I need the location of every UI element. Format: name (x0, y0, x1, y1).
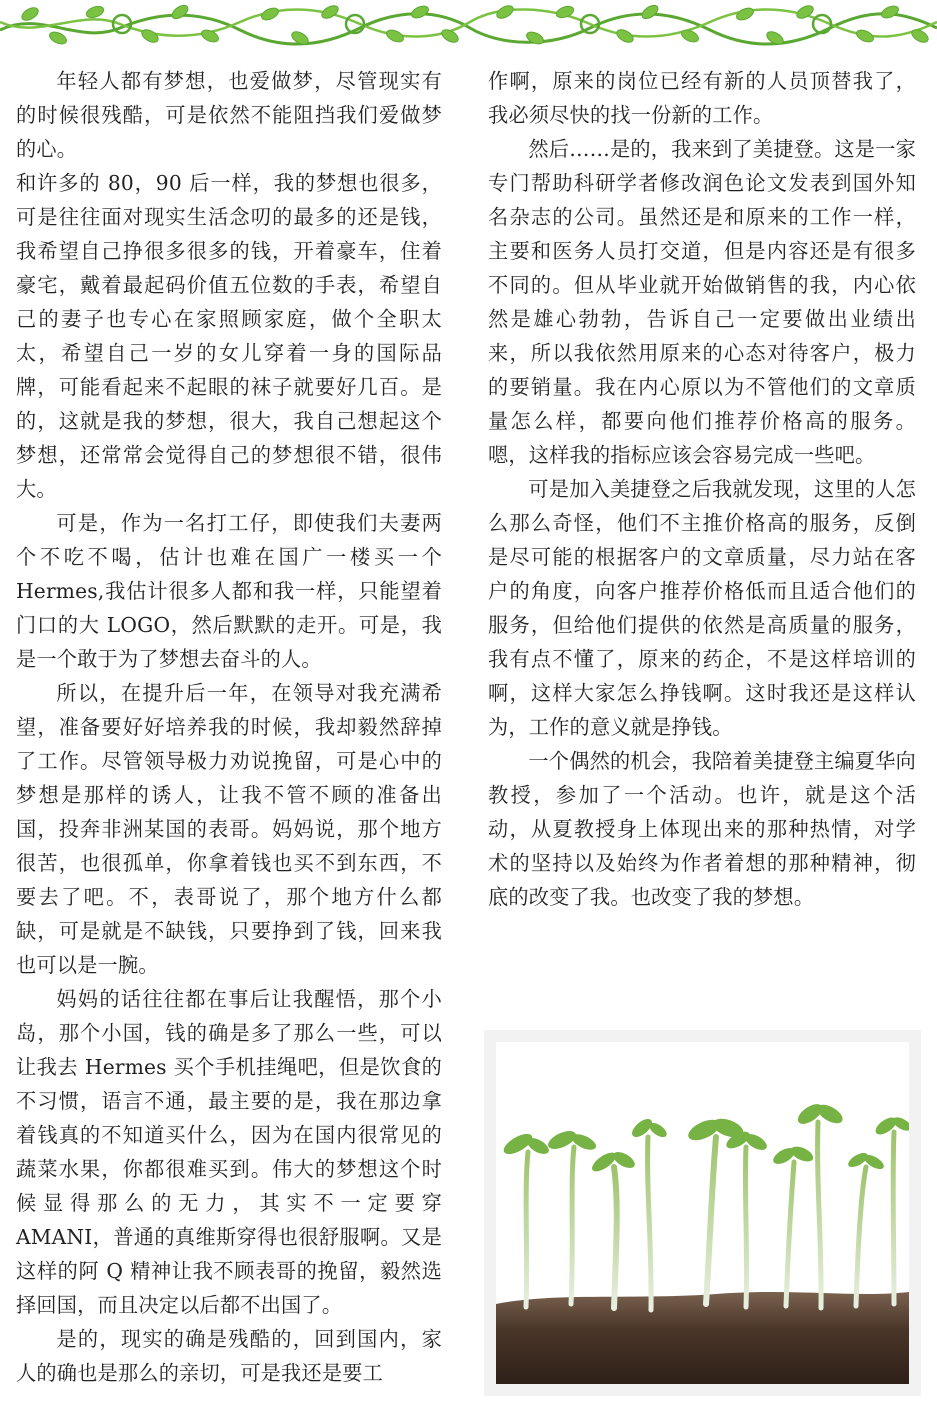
article-column-left (16, 64, 442, 1390)
paragraph: 作啊，原来的岗位已经有新的人员顶替我了，我必须尽快的找一份新的工作。 (488, 69, 916, 127)
seedling-photo-frame (484, 1030, 921, 1396)
paragraph: 和许多的 80，90 后一样，我的梦想也很多，可是往往面对现实生活念叨的最多的还是钱，我希望自己挣很多很多的钱，开着豪车，住着豪宅，戴着最起码价值五位数的手表，希望自己的妻子也专心在家照顾家庭，做个全职太太，希望自己一岁的女儿穿着一身的国际品牌，可能看起来不起眼的袜子就要好几百。是的，这就是我的梦想，很大，我自己想起这个梦想，还常常会觉得自己的梦想很不错，很伟大。 (16, 171, 442, 501)
paragraph: 所以，在提升后一年，在领导对我充满希望，准备要好好培养我的时候，我却毅然辞掉了工作。尽管领导极力劝说挽留，可是心中的梦想是那样的诱人，让我不管不顾的准备出国，投奔非洲某国的表哥。妈妈说，那个地方很苦，也很孤单，你拿着钱也买不到东西，不要去了吧。不，表哥说了，那个地方什么都缺，可是就是不缺钱，只要挣到了钱，回来我也可以是一腕。 (16, 681, 442, 977)
paragraph: 一个偶然的机会，我陪着美捷登主编夏华向教授，参加了一个活动。也许，就是这个活动，从夏教授身上体现出来的那种热情，对学术的坚持以及始终为作者着想的那种精神，彻底的改变了我。也改变了我的梦想。 (488, 749, 916, 909)
paragraph: 是的，现实的确是残酷的，回到国内，家人的确也是那么的亲切，可是我还是要工 (16, 1327, 442, 1385)
seedling-sprouts-photo (496, 1042, 909, 1384)
paragraph: 妈妈的话往往都在事后让我醒悟，那个小岛，那个小国，钱的确是多了那么一些，可以让我去 Hermes 买个手机挂绳吧，但是饮食的不习惯，语言不通，最主要的是，我在那边拿着钱真的不知道买什么，因为在国内很常见的蔬菜水果，你都很难买到。伟大的梦想这个时候显得那么的无力，其实不一定要穿 AMANI，普通的真维斯穿得也很舒服啊。又是这样的阿 Q 精神让我不顾表哥的挽留，毅然选择回国，而且决定以后都不出国了。 (16, 987, 442, 1317)
paragraph: 可是加入美捷登之后我就发现，这里的人怎么那么奇怪，他们不主推价格高的服务，反倒是尽可能的根据客户的文章质量，尽力站在客户的角度，向客户推荐价格低而且适合他们的服务，但给他们提供的依然是高质量的服务，我有点不懂了，原来的药企，不是这样培训的啊，这样大家怎么挣钱啊。这时我还是这样认为，工作的意义就是挣钱。 (488, 477, 916, 739)
paragraph: 年轻人都有梦想，也爱做梦，尽管现实有的时候很残酷，可是依然不能阻挡我们爱做梦的心。 (16, 69, 442, 161)
paragraph: 可是，作为一名打工仔，即使我们夫妻两个不吃不喝，估计也难在国广一楼买一个 Hermes,我估计很多人都和我一样，只能望着门口的大 LOGO，然后默默的走开。可是，我是一个敢于为了梦想去奋斗的人。 (16, 511, 442, 671)
article-column-right (488, 64, 916, 914)
leaf-vine-border (0, 0, 937, 48)
paragraph: 然后……是的，我来到了美捷登。这是一家专门帮助科研学者修改润色论文发表到国外知名杂志的公司。虽然还是和原来的工作一样，主要和医务人员打交道，但是内容还是有很多不同的。但从毕业就开始做销售的我，内心依然是雄心勃勃，告诉自己一定要做出业绩出来，所以我依然用原来的心态对待客户，极力的要销量。我在内心原以为不管他们的文章质量怎么样，都要向他们推荐价格高的服务。嗯，这样我的指标应该会容易完成一些吧。 (488, 137, 916, 467)
